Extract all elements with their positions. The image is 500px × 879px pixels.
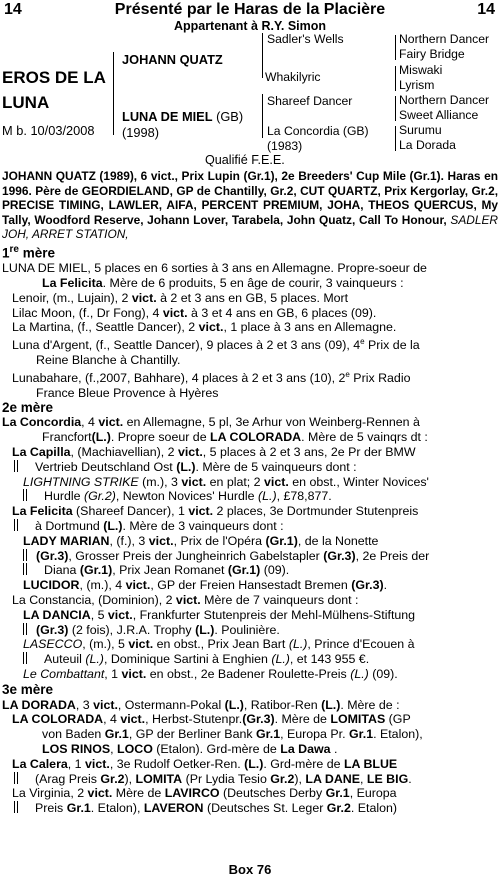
- text: (Shareef Dancer), 1: [72, 504, 189, 519]
- text: à 3 et 4 ans en GB, 6 places (09).: [187, 305, 377, 320]
- divider: [23, 489, 27, 501]
- section-number: 1: [2, 245, 10, 261]
- tree-line: [395, 126, 396, 151]
- section-sup: re: [9, 243, 19, 255]
- ancestor-name: Surumu: [399, 123, 442, 137]
- produce-entry: [2, 712, 498, 727]
- produce-entry-cont: [2, 772, 498, 787]
- text: en plat; 2: [206, 474, 265, 489]
- text: vict.: [121, 667, 147, 682]
- produce-entry-cont: [2, 460, 498, 475]
- text: vict.: [264, 474, 289, 489]
- text: , 2e Preis der: [355, 548, 430, 563]
- ancestor-name: Miswaki: [399, 63, 443, 77]
- text: , £78,877.: [276, 489, 332, 504]
- divider: [14, 519, 18, 531]
- text: Gr.2: [270, 771, 295, 786]
- text: vict.: [148, 533, 174, 548]
- text: (2 fois), J.R.A. Trophy: [68, 622, 196, 637]
- text: Prix de la: [364, 338, 420, 353]
- text: à Dortmund: [35, 519, 104, 534]
- text: (Gr.3): [323, 548, 356, 563]
- text: , 1: [104, 667, 122, 682]
- divider: [14, 772, 18, 784]
- box-number: Box 76: [228, 862, 272, 877]
- text: . Mère de 6 produits, 5 en âge de courir, 3 vainqueurs :: [102, 276, 404, 291]
- divider: [23, 652, 27, 664]
- horse-ref: LA COLORADA: [210, 430, 302, 445]
- text: (Gr.1): [227, 563, 261, 578]
- produce-entry-cont: [2, 549, 498, 564]
- text: , 5: [90, 607, 108, 622]
- text: (L.): [288, 637, 308, 652]
- text: , Herbst-Stutenpr.: [145, 712, 243, 727]
- text: ),: [124, 771, 136, 786]
- text: (Gr.2): [83, 489, 116, 504]
- text: Prix Radio: [349, 371, 411, 386]
- text: , 4: [81, 415, 99, 430]
- horse-ref: La Concordia: [2, 415, 82, 430]
- produce-entry-cont: [2, 519, 498, 534]
- text: vict.: [198, 320, 224, 335]
- produce-entry-cont: [2, 742, 498, 757]
- text: vict.: [107, 607, 133, 622]
- text: von Baden: [42, 727, 105, 742]
- text: Lenoir, (m., Lujain), 2: [12, 290, 132, 305]
- produce-entry-cont: [2, 623, 498, 638]
- produce-entry: [2, 335, 498, 353]
- text: (Gr.3): [36, 622, 69, 637]
- horse-ref: LAVERON: [143, 801, 204, 816]
- text: , (m.), 4: [79, 578, 126, 593]
- text: Francfort: [42, 430, 92, 445]
- produce-entry-cont: [2, 652, 498, 667]
- text: , (Machiavellian), 2: [70, 445, 178, 460]
- produce-entry-cont: [2, 353, 498, 368]
- text: (L.): [224, 697, 244, 712]
- text: en obst., Prix Jean Bart: [153, 637, 289, 652]
- produce-entry: [2, 291, 498, 306]
- horse-ref: LA DANCIA: [23, 607, 91, 622]
- text: . Mère de 5 vainqrs dt :: [301, 430, 428, 445]
- text: Hurdle: [44, 489, 84, 504]
- text: Vertrieb Deutschland Ost: [35, 459, 177, 474]
- ancestor-name: Lyrism: [399, 78, 435, 92]
- page-number-left: 14: [4, 1, 22, 18]
- horse-ref: La Capilla: [12, 445, 71, 460]
- text: LUNA DE MIEL, 5 places en 6 sorties à 3 ans en Allemagne. Propre-soeur de: [2, 261, 427, 276]
- text: Gr.2: [100, 771, 125, 786]
- produce-entry: [2, 757, 498, 772]
- text: . Etalon): [350, 801, 398, 816]
- sire-dam: Whakilyric: [265, 70, 321, 84]
- produce-entry: [2, 475, 498, 490]
- produce-entry: [2, 320, 498, 335]
- text: , Ostermann-Pokal: [117, 697, 225, 712]
- tree-line: [395, 96, 396, 121]
- text: , Dominique Sartini à Enghien: [103, 652, 272, 667]
- produce-entry: [2, 637, 498, 652]
- produce-entry: [2, 608, 498, 623]
- text: La Virginia, 2: [12, 786, 88, 801]
- text: Gr.1: [66, 801, 91, 816]
- text: Lilac Moon, (f., Dr Fong), 4: [12, 305, 163, 320]
- produce-entry-cont: [2, 727, 498, 742]
- text: ,: [360, 771, 367, 786]
- text: , Frankfurter Stutenpreis der Mehl-Mülhens-Stiftung: [132, 607, 416, 622]
- text: (L.): [271, 652, 290, 667]
- horse-ref: La Felicita: [42, 276, 103, 291]
- text: (L.): [103, 519, 123, 534]
- text: (L.): [350, 667, 369, 682]
- text: , (m.), 5: [82, 637, 129, 652]
- text: (Gr.3): [351, 578, 384, 593]
- text: en obst., 2e Badener Roulette-Preis: [146, 667, 351, 682]
- text: vict.: [125, 578, 151, 593]
- text: Mère de: [112, 786, 165, 801]
- horse-ref: LOMITAS: [330, 712, 386, 727]
- sire-sire: Sadler's Wells: [267, 32, 344, 46]
- text: vict.: [128, 637, 154, 652]
- text: (Gr.1): [79, 563, 113, 578]
- horse-name: EROS DE LA: [2, 68, 106, 87]
- text: vict.: [98, 415, 124, 430]
- text: (m.), 3: [138, 474, 182, 489]
- dam-country: (GB): [216, 109, 244, 124]
- text: Auteuil: [44, 652, 86, 667]
- text: , 5 places à 2 et 3 ans, 2e Pr der BMW: [202, 445, 416, 460]
- tree-line: [262, 94, 263, 138]
- produce-entry-cont: [2, 489, 498, 504]
- text: Gr.1: [104, 727, 129, 742]
- text: (L.): [258, 489, 277, 504]
- text: (Deutsches Derby: [219, 786, 326, 801]
- text: ),: [294, 771, 306, 786]
- owner-line: Appartenant à R.Y. Simon: [173, 19, 327, 33]
- horse-ref: LA BLUE: [343, 756, 398, 771]
- produce-entry-cont: [2, 386, 498, 401]
- text: , 3e Rudolf Oetker-Ren.: [109, 756, 245, 771]
- text: (Gr.1): [265, 533, 298, 548]
- text: Reine Blanche à Chantilly.: [36, 353, 181, 368]
- page-title: Présenté par le Haras de la Placière: [114, 1, 386, 18]
- tree-line: [395, 66, 396, 91]
- produce-entry: [2, 593, 498, 608]
- text: vict.: [85, 756, 110, 771]
- sire-name: JOHANN QUATZ: [122, 52, 223, 67]
- page-number-right: 14: [477, 1, 495, 18]
- sire-description: [2, 169, 498, 242]
- text: (L.): [85, 652, 104, 667]
- text: vict.: [93, 697, 118, 712]
- horse-ref: LA DORADA: [2, 697, 76, 712]
- horse-ref: LOS RINOS: [42, 742, 111, 757]
- divider: [14, 460, 18, 472]
- produce-entry: [2, 445, 498, 460]
- produce-entry: [2, 368, 498, 386]
- text: (L.): [321, 697, 341, 712]
- text: (Pr Lydia Tesio: [182, 771, 271, 786]
- text: vict.: [162, 305, 188, 320]
- text: .: [383, 578, 388, 593]
- text: . Mère de :: [340, 697, 400, 712]
- produce-entry: [2, 667, 498, 682]
- text: vict.: [87, 786, 113, 801]
- ancestor-name: Fairy Bridge: [399, 47, 465, 61]
- text: . Poulinière.: [214, 622, 280, 637]
- produce-entry: [2, 534, 498, 549]
- horse-ref: La Calera: [12, 756, 68, 771]
- pedigree-notes: [2, 169, 498, 816]
- text: (L.): [176, 459, 196, 474]
- produce-entry: [2, 306, 498, 321]
- text: en Allemagne, 5 pl, 3e Arhur von Weinberg-Rennen à: [123, 415, 420, 430]
- divider: [23, 623, 27, 635]
- dam-dam-year: (1983): [267, 139, 303, 153]
- second-dam-record-cont: [2, 430, 498, 445]
- text: (L.): [91, 430, 111, 445]
- horse-ref: La Dawa: [280, 742, 331, 757]
- divider: [14, 801, 18, 813]
- tree-line: [113, 52, 114, 135]
- text: . Mère de 5 vainqueurs dont :: [195, 459, 357, 474]
- text: Gr.2: [326, 801, 351, 816]
- dam-year: (1998): [122, 125, 159, 140]
- divider: [23, 549, 27, 561]
- text: vict.: [177, 445, 203, 460]
- second-dam-record: [2, 415, 498, 430]
- ancestor-name: La Dorada: [399, 138, 456, 152]
- divider: [23, 563, 27, 575]
- text: (Deutsches St. Leger: [203, 801, 327, 816]
- text: vict.: [188, 504, 214, 519]
- text: Diana: [44, 563, 80, 578]
- horse-ref: LA DANE: [305, 771, 361, 786]
- text: , (f.), 3: [109, 533, 149, 548]
- text: (Gr.3): [242, 712, 275, 727]
- text: , Newton Novices' Hurdle: [115, 489, 259, 504]
- text: , Ratibor-Ren: [243, 697, 322, 712]
- text: , GP der Berliner Bank: [128, 727, 256, 742]
- text: . Grd-mère de: [263, 756, 344, 771]
- text: , Grosser Preis der Jungheinrich Gabelstapler: [68, 548, 324, 563]
- text: ,: [110, 742, 118, 757]
- text: , GP der Freien Hansestadt Bremen: [150, 578, 352, 593]
- text: , et 143 955 €.: [289, 652, 370, 667]
- ancestor-name: Northern Dancer: [399, 93, 490, 107]
- text: en obst., Winter Novices': [288, 474, 429, 489]
- section-label: mère: [18, 245, 55, 261]
- text: (09).: [260, 563, 290, 578]
- text: (09).: [368, 667, 398, 682]
- text: vict.: [131, 290, 157, 305]
- section-heading-first-dam: [2, 243, 498, 261]
- qualification: Qualifié F.E.E.: [205, 153, 285, 167]
- text: , Prince d'Ecouen à: [307, 637, 415, 652]
- text: Gr.1: [348, 727, 374, 742]
- horse-ref: LOCO: [117, 742, 153, 757]
- text: (L.): [244, 756, 264, 771]
- text: vict.: [120, 712, 146, 727]
- first-dam-record-cont: [2, 276, 498, 291]
- ancestor-name: Sweet Alliance: [399, 108, 479, 122]
- text: (L.): [195, 622, 215, 637]
- section-heading-second-dam: 2e mère: [2, 399, 54, 415]
- text: , Europa: [349, 786, 397, 801]
- text: La Constancia, (Dominion), 2: [12, 593, 176, 608]
- text: Lunabahare, (f.,2007, Bahhare), 4 places à 2 et 3 ans (10), 2: [12, 371, 346, 386]
- text: , Prix de l'Opéra: [173, 533, 266, 548]
- first-dam-record: [2, 261, 498, 276]
- text: (Gr.3): [36, 548, 69, 563]
- dam-sire: Shareef Dancer: [267, 94, 353, 108]
- section-heading-third-dam: 3e mère: [2, 681, 54, 697]
- text: , 4: [103, 712, 121, 727]
- text: (Etalon). Grd-mère de: [152, 742, 281, 757]
- horse-ref: LIGHTNING STRIKE: [23, 474, 139, 489]
- text: . Etalon),: [90, 801, 144, 816]
- produce-entry-cont: [2, 801, 498, 816]
- horse-ref: LUCIDOR: [23, 578, 80, 593]
- text: . Mère de 3 vainqueurs dont :: [122, 519, 284, 534]
- text: La Martina, (f., Seattle Dancer), 2: [12, 320, 199, 335]
- horse-ref: LASECCO: [23, 637, 83, 652]
- horse-ref: LAVIRCO: [164, 786, 220, 801]
- text: . Propre soeur de: [110, 430, 211, 445]
- horse-ref: Le Combattant: [23, 667, 105, 682]
- horse-name-continued: LUNA: [2, 93, 50, 112]
- text: , de la Nonette: [297, 533, 379, 548]
- horse-ref: La Felicita: [12, 504, 73, 519]
- sire-record-italic: SADLER JOH, ARRET STATION,: [2, 212, 499, 242]
- third-dam-record: [2, 698, 498, 713]
- sire-record: JOHANN QUATZ (1989), 6 vict., Prix Lupin (Gr.1), 2e Breeders' Cup Mile (Gr.1). Haras en 1996. Père de GEORDIELAND, GP de Chantilly, Gr.2, CUT QUARTZ, Prix Kergorlay, Gr.2, PRECISE TIMING, LAWLER, AIFA, PERCENT PREMIUM, JOHA, THEOS QUERCUS, My Tally, Woodford Reserve, Johann Lover, Tarabela, John Quatz, Call To Honour,: [2, 169, 498, 227]
- horse-ref: LA COLORADA: [12, 712, 104, 727]
- text: . Mère de: [274, 712, 331, 727]
- text: France Bleue Provence à Hyères: [36, 385, 219, 400]
- dam-dam: La Concordia (GB): [267, 124, 369, 138]
- dam-name-line: [122, 109, 243, 124]
- produce-entry-cont: [2, 563, 498, 578]
- tree-line: [395, 35, 396, 60]
- ancestor-name: Northern Dancer: [399, 32, 490, 46]
- text: (Arag Preis: [35, 771, 101, 786]
- text: , Prix Jean Romanet: [112, 563, 228, 578]
- text: Preis: [35, 801, 67, 816]
- text: vict.: [175, 593, 201, 608]
- birth-info: M b. 10/03/2008: [2, 123, 95, 138]
- text: Luna d'Argent, (f., Seattle Dancer), 9 places à 2 et 3 ans (09), 4: [12, 338, 361, 353]
- produce-entry: [2, 786, 498, 801]
- tree-line: [262, 33, 263, 78]
- text: . Etalon),: [373, 727, 423, 742]
- text: , 3: [75, 697, 94, 712]
- text: (GP: [385, 712, 411, 727]
- horse-ref: LADY MARIAN: [23, 533, 110, 548]
- text: e: [360, 337, 365, 347]
- horse-ref: LE BIG: [366, 771, 409, 786]
- text: e: [345, 369, 350, 379]
- text: Gr.1: [325, 786, 350, 801]
- produce-entry: [2, 578, 498, 593]
- text: vict.: [181, 474, 207, 489]
- produce-entry: [2, 504, 498, 519]
- text: 2 places, 3e Dortmunder Stutenpreis: [213, 504, 419, 519]
- text: , 1: [67, 756, 86, 771]
- dam-name: LUNA DE MIEL: [122, 109, 213, 124]
- text: , Europa Pr.: [280, 727, 349, 742]
- text: , 1 place à 3 ans en Allemagne.: [223, 320, 397, 335]
- text: à 2 et 3 ans en GB, 5 places. Mort: [156, 290, 349, 305]
- horse-ref: LOMITA: [135, 771, 183, 786]
- text: .: [330, 742, 338, 757]
- text: .: [408, 771, 412, 786]
- text: Gr.1: [256, 727, 281, 742]
- text: Mère de 7 vainqueurs dont :: [200, 593, 359, 608]
